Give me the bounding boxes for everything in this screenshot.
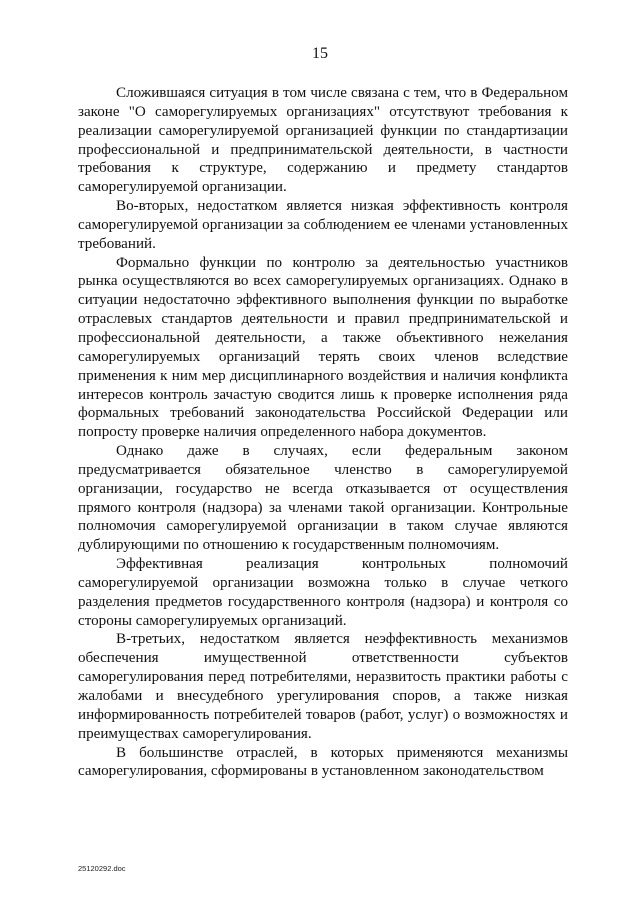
footer-filename: 25120292.doc bbox=[78, 864, 126, 873]
paragraph: Сложившаяся ситуация в том числе связана с тем, что в Федеральном законе "О саморегулируемых организациях" отсутствуют требования к реализации саморегулируемой организацией функции по стандартизации профессиональной и предпринимательской деятельности, в частности требования к структуре, содержанию и предмету стандартов саморегулируемой организации. bbox=[78, 85, 568, 196]
paragraph: Формально функции по контролю за деятельностью участников рынка осуществляются во всех саморегулируемых организациях. Однако в ситуации недостаточно эффективного выполнения функции по выработке отраслевых стандартов деятельности и правил предпринимательской и профессиональной деятельности, а также объективного нежелания саморегулируемых организаций терять своих членов вследствие применения к ним мер дисциплинарного воздействия и наличия конфликта интересов контроль зачастую сводится лишь к проверке исполнения ряда формальных требований законодательства Российской Федерации или попросту проверке наличия определенного набора документов. bbox=[78, 254, 568, 441]
paragraph: Эффективная реализация контрольных полномочий саморегулируемой организации возможна только в случае четкого разделения предметов государственного контроля (надзора) и контроля со стороны саморегулируемых организаций. bbox=[78, 556, 568, 629]
paragraph: В большинстве отраслей, в которых применяются механизмы саморегулирования, сформированы в установленном законодательством bbox=[78, 744, 568, 780]
paragraph: Однако даже в случаях, если федеральным законом предусматривается обязательное членство в саморегулируемой организации, государство не всегда отказывается от осуществления прямого контроля (надзора) за членами такой организации. Контрольные полномочия саморегулируемой организации в таком случае являются дублирующими по отношению к государственным полномочиям. bbox=[78, 443, 568, 554]
page-number: 15 bbox=[312, 45, 328, 62]
paragraph: Во-вторых, недостатком является низкая эффективность контроля саморегулируемой организации за соблюдением ее членами установленных требований. bbox=[78, 198, 568, 252]
document-body bbox=[78, 84, 568, 781]
paragraph: В-третьих, недостатком является неэффективность механизмов обеспечения имущественной ответственности субъектов саморегулирования перед потребителями, неразвитость практики работы с жалобами и внесудебного урегулирования споров, а также низкая информированность потребителей товаров (работ, услуг) о возможностях и преимуществах саморегулирования. bbox=[78, 631, 568, 742]
